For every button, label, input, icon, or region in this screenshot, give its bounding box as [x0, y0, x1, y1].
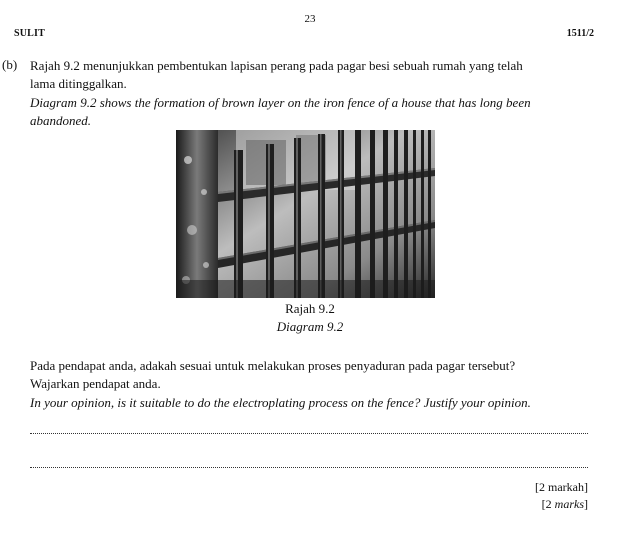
rusted-fence-photo — [176, 130, 435, 298]
marks-english-number: [2 — [541, 497, 555, 511]
marks-malay: [2 markah] — [535, 480, 588, 494]
intro-english-line-1: Diagram 9.2 shows the formation of brown layer on the iron fence of a house that has long been — [30, 95, 531, 110]
prompt-english: In your opinion, is it suitable to do the electroplating process on the fence? Justify your opinion. — [30, 395, 531, 410]
prompt-malay-line-2: Wajarkan pendapat anda. — [30, 376, 161, 391]
page-number: 23 — [304, 13, 316, 25]
intro-malay-line-2: lama ditinggalkan. — [30, 76, 127, 91]
rusted-fence-image — [176, 130, 435, 298]
figure-caption-malay: Rajah 9.2 — [285, 301, 335, 316]
marks-english-word: marks — [554, 497, 584, 511]
question-label: (b) — [2, 57, 18, 72]
figure-caption-english: Diagram 9.2 — [276, 319, 344, 334]
classification-label: SULIT — [14, 28, 46, 39]
marks-english-close: ] — [584, 497, 588, 511]
next-question-cutoff-text — [0, 533, 620, 539]
intro-malay-line-1: Rajah 9.2 menunjukkan pembentukan lapisan perang pada pagar besi sebuah rumah yang telah — [30, 58, 523, 73]
marks-english — [542, 497, 588, 512]
intro-english-line-2: abandoned. — [30, 113, 92, 128]
answer-line-2[interactable] — [30, 467, 588, 468]
paper-code: 1511/2 — [566, 28, 594, 39]
answer-line-1[interactable] — [30, 433, 588, 434]
prompt-malay-line-1: Pada pendapat anda, adakah sesuai untuk melakukan proses penyaduran pada pagar tersebut? — [30, 358, 516, 373]
